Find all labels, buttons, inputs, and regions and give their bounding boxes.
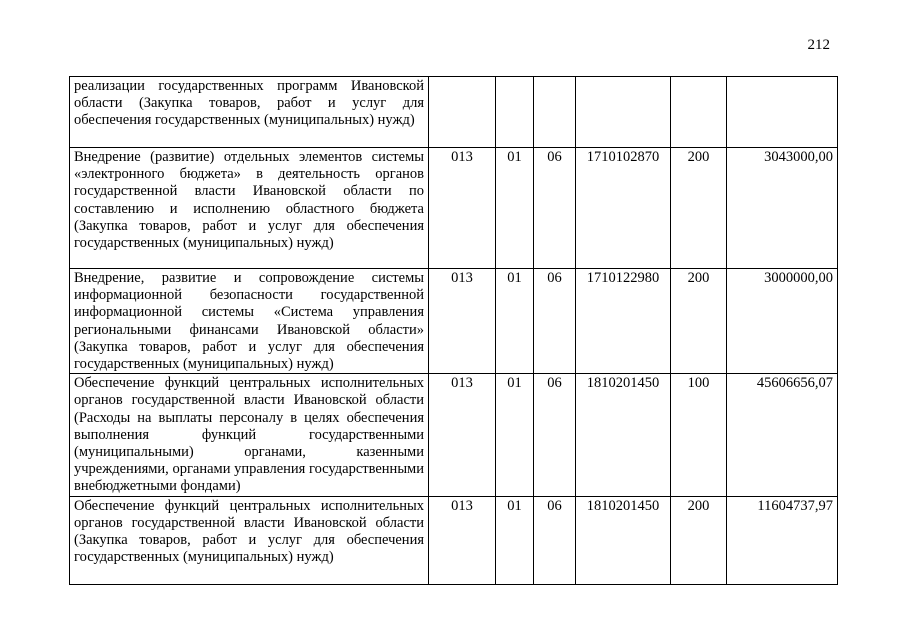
row-ministry-code	[429, 77, 496, 148]
page-number: 212	[807, 37, 830, 53]
row-subsection-code: 06	[534, 374, 576, 496]
table-row	[70, 269, 838, 374]
row-ministry-code: 013	[429, 148, 496, 269]
table-row	[70, 496, 838, 584]
row-target-article: 1810201450	[576, 374, 671, 496]
row-expense-type: 200	[671, 148, 727, 269]
table-row	[70, 374, 838, 496]
row-expense-type: 100	[671, 374, 727, 496]
row-expense-type	[671, 77, 727, 148]
row-section-code: 01	[496, 496, 534, 584]
row-description: Внедрение, развитие и сопровождение системы информационной безопасности государственной информационной системы «Система управления региональными финансами Ивановской области» (Закупка товаров, работ и услуг для обеспечения государственных (муниципальных) нужд)	[70, 269, 429, 374]
table-row	[70, 148, 838, 269]
row-ministry-code: 013	[429, 496, 496, 584]
row-section-code: 01	[496, 148, 534, 269]
row-ministry-code: 013	[429, 269, 496, 374]
table-row	[70, 77, 838, 148]
row-target-article: 1710102870	[576, 148, 671, 269]
row-expense-type: 200	[671, 496, 727, 584]
row-target-article	[576, 77, 671, 148]
row-amount: 11604737,97	[727, 496, 838, 584]
row-amount: 3000000,00	[727, 269, 838, 374]
row-subsection-code: 06	[534, 148, 576, 269]
row-description: реализации государственных программ Ивановской области (Закупка товаров, работ и услуг для обеспечения государственных (муниципальных) нужд)	[70, 77, 429, 148]
row-description: Обеспечение функций центральных исполнительных органов государственной власти Ивановской области (Закупка товаров, работ и услуг для обеспечения государственных (муниципальных) нужд)	[70, 496, 429, 584]
row-amount	[727, 77, 838, 148]
row-subsection-code: 06	[534, 496, 576, 584]
row-subsection-code	[534, 77, 576, 148]
row-description: Внедрение (развитие) отдельных элементов системы «электронного бюджета» в деятельность органов государственной власти Ивановской области по составлению и исполнению областного бюджета (Закупка товаров, работ и услуг для обеспечения государственных (муниципальных) нужд)	[70, 148, 429, 269]
budget-table	[69, 76, 838, 585]
row-section-code: 01	[496, 269, 534, 374]
row-amount: 3043000,00	[727, 148, 838, 269]
row-ministry-code: 013	[429, 374, 496, 496]
row-expense-type: 200	[671, 269, 727, 374]
row-description: Обеспечение функций центральных исполнительных органов государственной власти Ивановской области (Расходы на выплаты персоналу в целях обеспечения выполнения функций государственными (муниципальными) органами, казенными учреждениями, органами управления государственными внебюджетными фондами)	[70, 374, 429, 496]
row-amount: 45606656,07	[727, 374, 838, 496]
row-section-code	[496, 77, 534, 148]
row-target-article: 1710122980	[576, 269, 671, 374]
row-target-article: 1810201450	[576, 496, 671, 584]
row-subsection-code: 06	[534, 269, 576, 374]
row-section-code: 01	[496, 374, 534, 496]
